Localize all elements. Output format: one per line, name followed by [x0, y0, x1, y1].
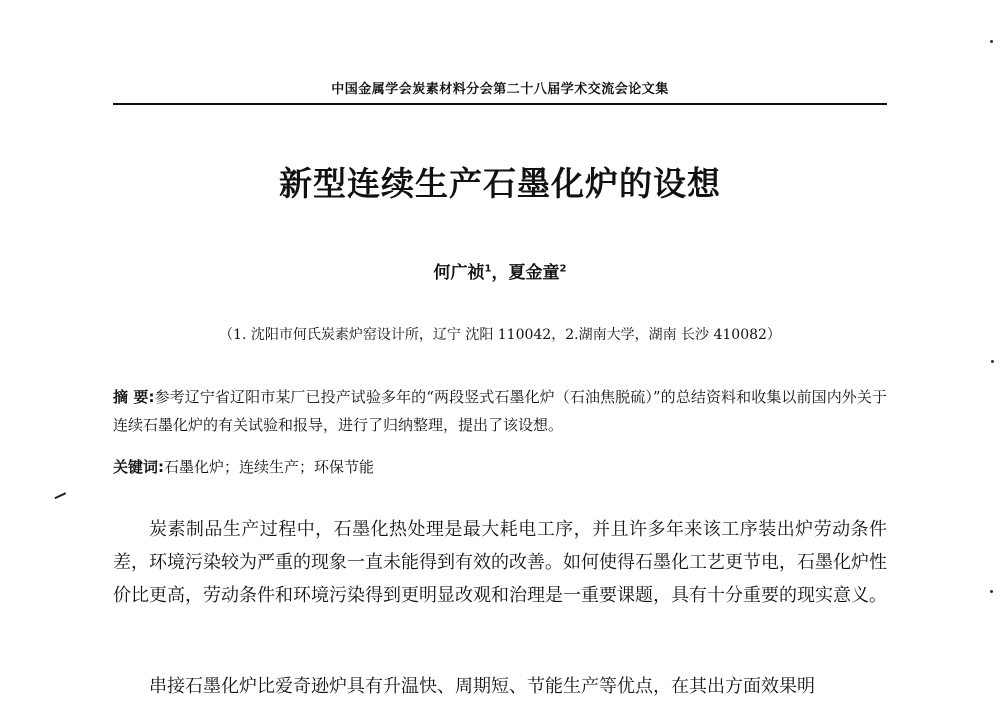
running-header: 中国金属学会炭素材料分会第二十八届学术交流会论文集: [331, 82, 669, 97]
keywords-label: 关键词:: [113, 458, 164, 476]
keywords-text: 石墨化炉；连续生产；环保节能: [164, 458, 375, 476]
scan-artifact: [991, 360, 994, 363]
affiliation-marker: 1: [484, 263, 492, 275]
body-paragraph: 串接石墨化炉比爱奇逊炉具有升温快、周期短、节能生产等优点，在其出方面效果明: [149, 676, 815, 697]
keywords: [113, 455, 887, 479]
paper-title: 新型连续生产石墨化炉的设想: [279, 164, 721, 203]
scan-artifact: [990, 590, 993, 593]
scan-artifact: [990, 40, 993, 43]
abstract-label: 摘 要:: [113, 388, 155, 406]
affiliation-marker: 2: [559, 263, 567, 275]
scan-artifact: [52, 487, 66, 499]
affiliation: （1. 沈阳市何氏炭素炉窑设计所，辽宁 沈阳 110042，2.湖南大学，湖南 长沙 410082）: [219, 327, 781, 343]
author-name: 何广祯: [433, 263, 485, 283]
body-paragraph: 炭素制品生产过程中，石墨化热处理是最大耗电工序，并且许多年来该工序装出炉劳动条件差，环境污染较为严重的现象一直未能得到有效的改善。如何使得石墨化工艺更节电，石墨化炉性价比更高，劳动条件和环境污染得到更明显改观和治理是一重要课题，具有十分重要的现实意义。: [113, 519, 887, 606]
header-rule: [113, 103, 887, 105]
abstract: [113, 383, 887, 439]
author-name: 夏金童: [508, 263, 560, 283]
author-separator: ，: [491, 263, 509, 283]
author-line: [113, 258, 887, 283]
abstract-text: 参考辽宁省辽阳市某厂已投产试验多年的“两段竖式石墨化炉（石油焦脱硫）”的总结资料和收集以前国内外关于连续石墨化炉的有关试验和报导，进行了归纳整理，提出了该设想。: [113, 388, 887, 434]
